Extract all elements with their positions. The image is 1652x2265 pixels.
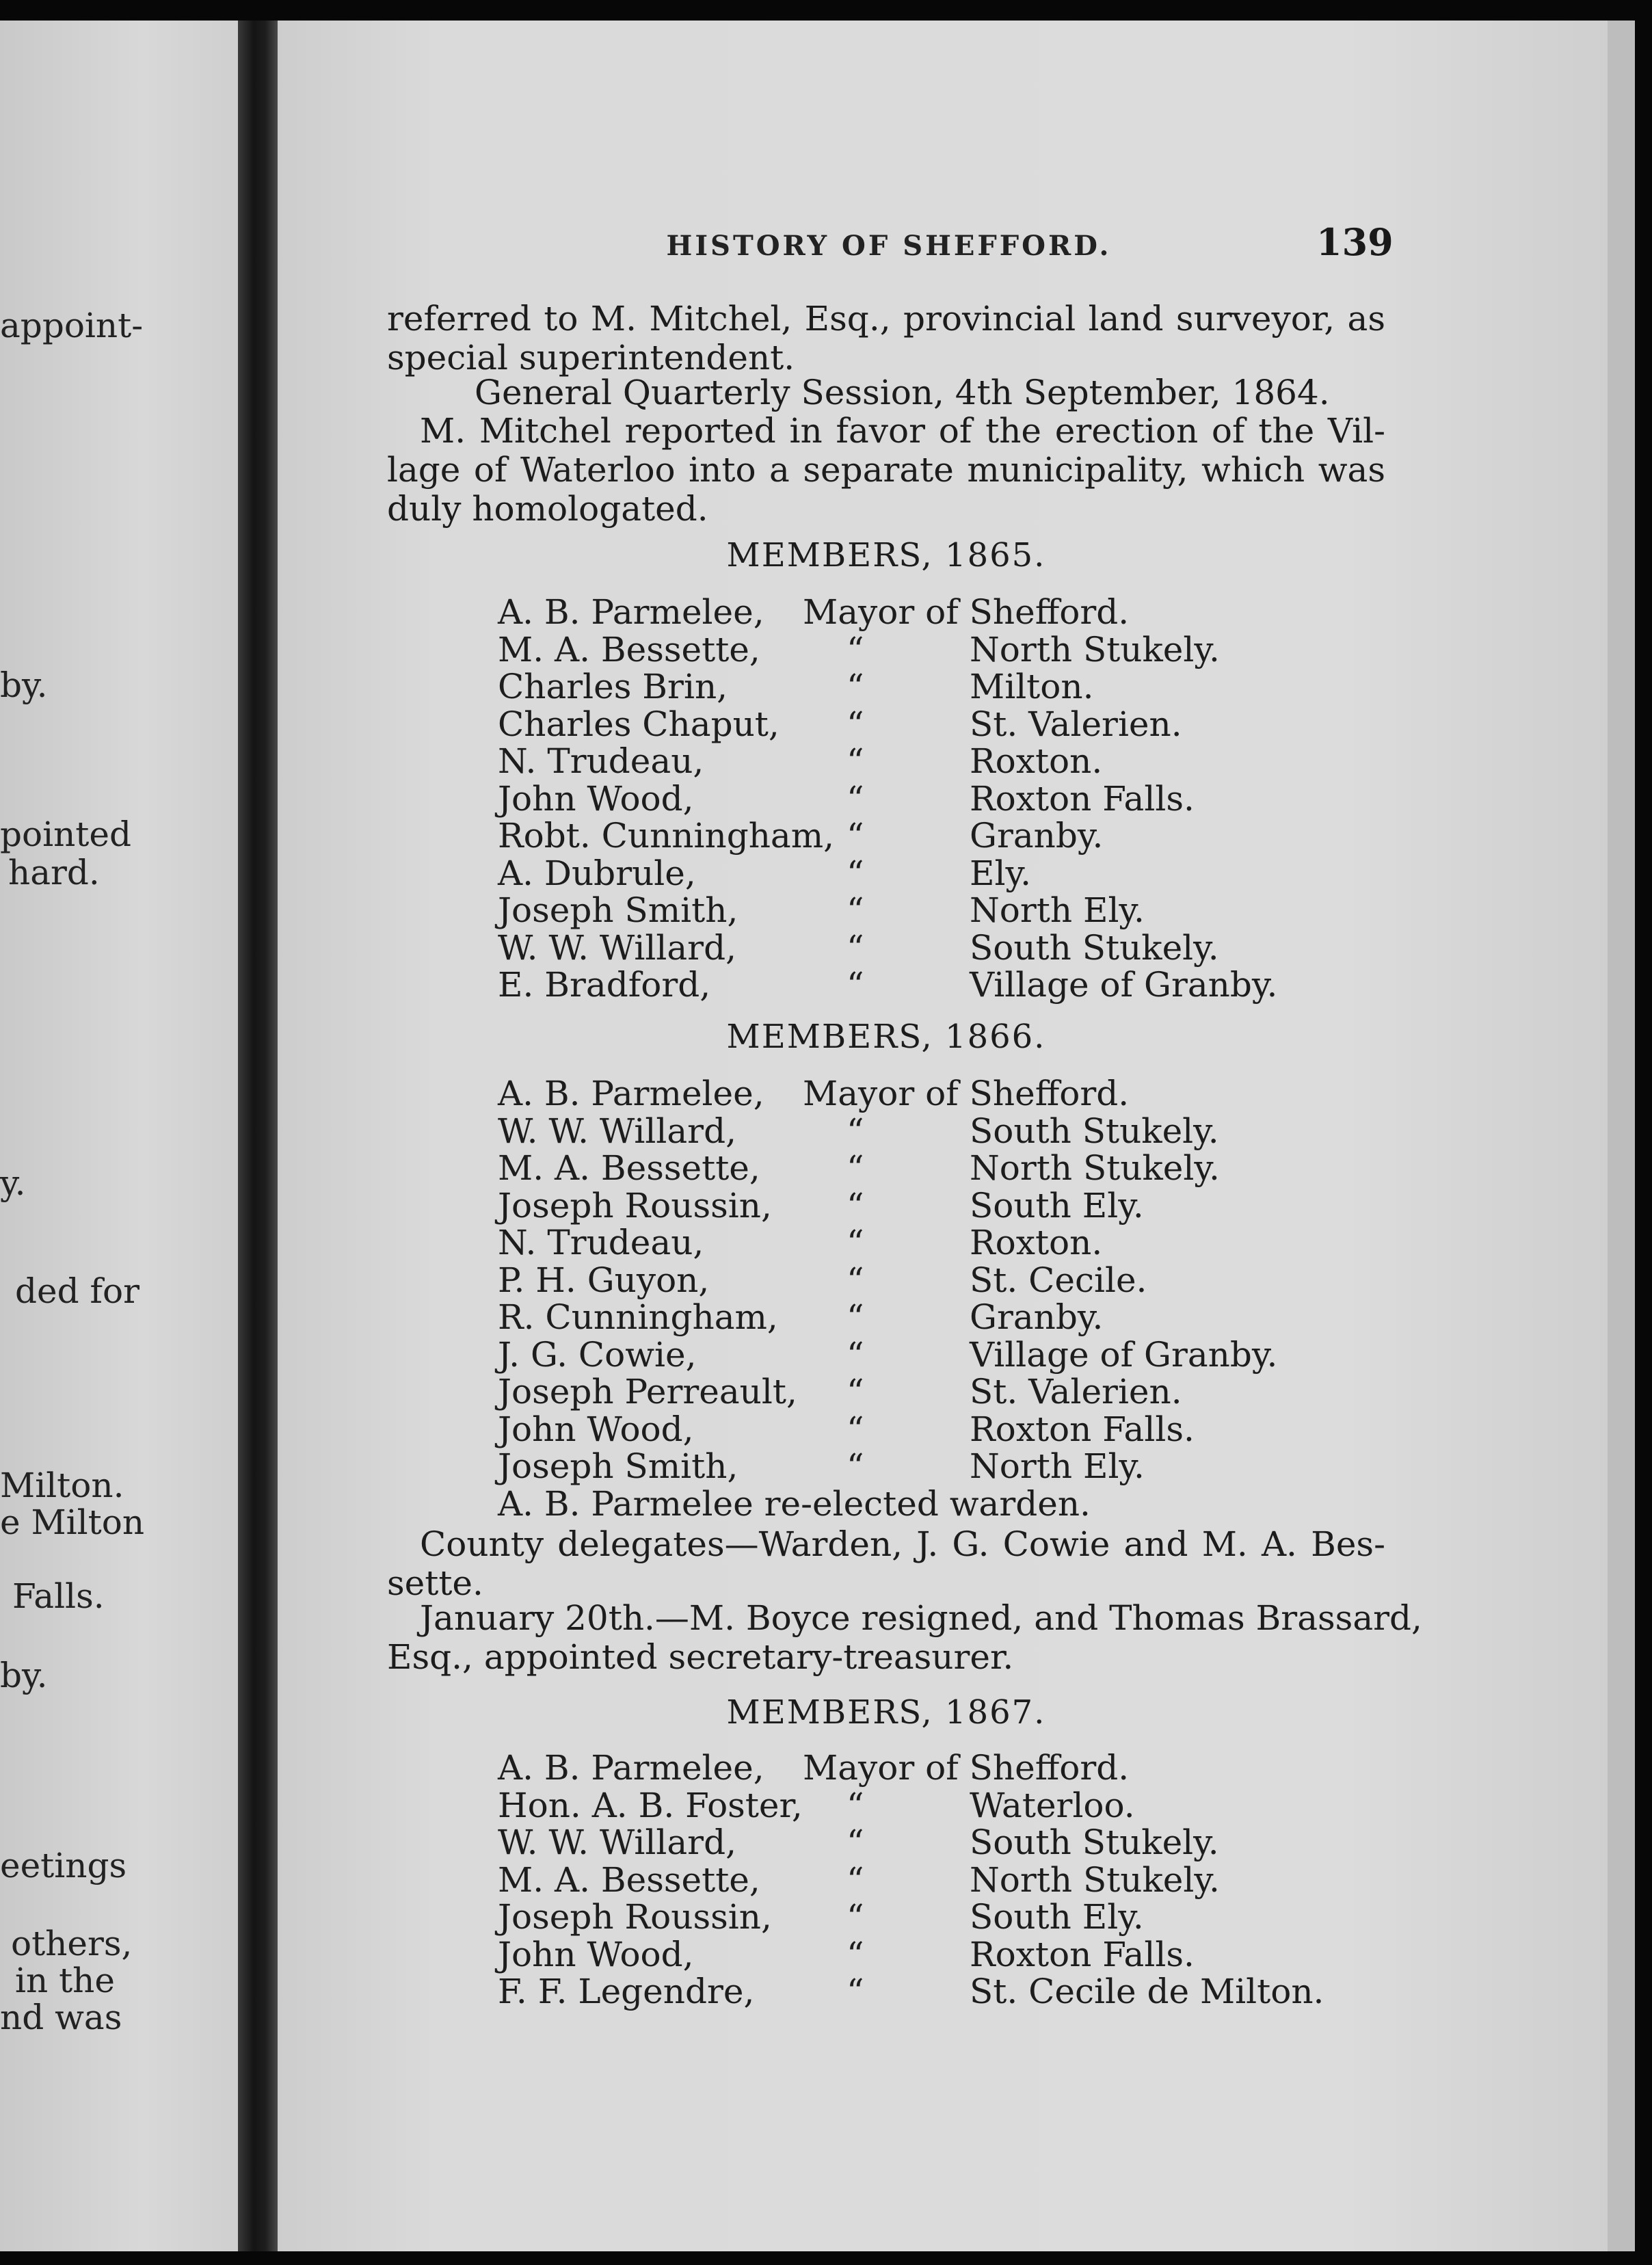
mayor-title: Mayor of Shefford. — [803, 592, 1130, 632]
text-line: sette. — [387, 1563, 483, 1603]
member-place: North Stukely. — [970, 1859, 1220, 1900]
ditto-mark: “ — [847, 1823, 864, 1862]
member-name: M. A. Bessette, — [498, 629, 760, 670]
text-line: duly homologated. — [387, 489, 708, 529]
member-name: W. W. Willard, — [498, 927, 736, 968]
left-fragment: e Milton — [0, 1502, 145, 1542]
member-place: Roxton Falls. — [970, 778, 1195, 819]
member-place: Ely. — [970, 853, 1031, 893]
text-line: Esq., appointed secretary-treasurer. — [387, 1637, 1014, 1677]
ditto-mark: “ — [847, 853, 864, 893]
member-name: R. Cunningham, — [498, 1297, 778, 1337]
member-place: Granby. — [970, 1297, 1104, 1337]
left-fragment: Milton. — [0, 1466, 124, 1505]
member-place: Village of Granby. — [970, 965, 1278, 1005]
text-line: M. Mitchel reported in favor of the erection of the Vil- — [420, 411, 1385, 451]
member-place: Milton. — [970, 667, 1094, 706]
ditto-mark: “ — [847, 890, 864, 930]
member-place: North Ely. — [970, 1446, 1145, 1486]
member-name: N. Trudeau, — [498, 741, 704, 781]
member-name: John Wood, — [498, 778, 694, 819]
member-name: John Wood, — [498, 1409, 694, 1449]
text-line: referred to M. Mitchel, Esq., provincial land surveyor, as — [387, 299, 1385, 339]
member-place: Roxton. — [970, 741, 1103, 781]
left-facing-page — [0, 21, 238, 2251]
left-fragment: nd was — [0, 1998, 122, 2037]
text-line: General Quarterly Session, 4th September, 1864. — [475, 373, 1330, 412]
ditto-mark: “ — [847, 1111, 864, 1151]
ditto-mark: “ — [847, 1785, 864, 1825]
left-fragment: others, — [11, 1924, 133, 1963]
left-fragment: appoint- — [0, 306, 144, 345]
intro-paragraph-1 — [387, 300, 1385, 378]
member-name: Joseph Roussin, — [498, 1897, 772, 1937]
left-fragment: Falls. — [12, 1576, 105, 1616]
left-fragment: pointed — [0, 814, 131, 854]
intro-paragraph-3 — [387, 412, 1385, 529]
member-place: St. Valerien. — [970, 704, 1182, 744]
member-name: J. G. Cowie, — [498, 1334, 697, 1375]
ditto-mark: “ — [847, 1372, 864, 1412]
member-place: St. Cecile de Milton. — [970, 1972, 1324, 2011]
member-place: South Stukely. — [970, 1111, 1219, 1151]
member-place: Roxton. — [970, 1223, 1103, 1262]
ditto-mark: “ — [847, 778, 864, 819]
member-place: North Stukely. — [970, 629, 1220, 670]
member-name: P. H. Guyon, — [498, 1260, 710, 1300]
member-place: Granby. — [970, 816, 1104, 856]
member-place: North Stukely. — [970, 1148, 1220, 1188]
note-text: A. B. Parmelee re-elected warden. — [498, 1483, 1091, 1524]
member-place: Roxton Falls. — [970, 1409, 1195, 1449]
member-name: M. A. Bessette, — [498, 1148, 760, 1188]
member-name: A. B. Parmelee, — [498, 592, 764, 632]
text-line: special superintendent. — [387, 338, 795, 378]
county-delegates-paragraph — [387, 1525, 1385, 1603]
member-name: Joseph Roussin, — [498, 1185, 772, 1226]
left-fragment: by. — [0, 1656, 48, 1695]
member-name: F. F. Legendre, — [498, 1972, 755, 2011]
member-name: Hon. A. B. Foster, — [498, 1785, 803, 1825]
text-line: January 20th.—M. Boyce resigned, and Thomas Brassard, — [420, 1598, 1422, 1638]
member-place: South Stukely. — [970, 1823, 1219, 1862]
ditto-mark: “ — [847, 1148, 864, 1188]
left-fragment: y. — [0, 1163, 26, 1203]
text-line: County delegates—Warden, J. G. Cowie and M. A. Bes- — [420, 1524, 1385, 1564]
section-heading: MEMBERS, 1866. — [726, 1018, 1046, 1056]
ditto-mark: “ — [847, 965, 864, 1005]
ditto-mark: “ — [847, 1185, 864, 1226]
text-line: lage of Waterloo into a separate municipality, which was — [387, 450, 1385, 490]
left-fragment: by. — [0, 665, 48, 705]
ditto-mark: “ — [847, 1934, 864, 1974]
ditto-mark: “ — [847, 816, 864, 856]
member-place: South Ely. — [970, 1897, 1144, 1937]
session-date — [475, 373, 1330, 412]
member-place: St. Valerien. — [970, 1372, 1182, 1412]
ditto-mark: “ — [847, 1260, 864, 1300]
member-name: E. Bradford, — [498, 965, 711, 1005]
page-edge — [1608, 21, 1635, 2251]
resignation-paragraph — [387, 1598, 1422, 1677]
ditto-mark: “ — [847, 667, 864, 706]
ditto-mark: “ — [847, 927, 864, 968]
ditto-mark: “ — [847, 704, 864, 744]
ditto-mark: “ — [847, 1897, 864, 1937]
member-name: Joseph Smith, — [498, 890, 738, 930]
member-name: Joseph Perreault, — [498, 1372, 797, 1412]
left-fragment: eetings — [0, 1846, 127, 1885]
mayor-title: Mayor of Shefford. — [803, 1748, 1130, 1788]
ditto-mark: “ — [847, 1409, 864, 1449]
book-spine — [238, 21, 278, 2251]
ditto-mark: “ — [847, 629, 864, 670]
section-heading: MEMBERS, 1867. — [726, 1693, 1046, 1732]
running-header: HISTORY OF SHEFFORD. — [666, 230, 1112, 262]
member-name: A. B. Parmelee, — [498, 1748, 764, 1788]
member-place: South Stukely. — [970, 927, 1219, 968]
section-heading: MEMBERS, 1865. — [726, 536, 1046, 574]
page-number: 139 — [1316, 220, 1394, 264]
member-name: W. W. Willard, — [498, 1823, 736, 1862]
member-name: A. Dubrule, — [498, 853, 696, 893]
member-place: Waterloo. — [970, 1785, 1135, 1825]
member-place: Roxton Falls. — [970, 1934, 1195, 1974]
member-name: Robt. Cunningham, — [498, 816, 835, 856]
member-name: W. W. Willard, — [498, 1111, 736, 1151]
left-fragment: in the — [15, 1961, 115, 2000]
left-fragment: ded for — [15, 1271, 140, 1311]
ditto-mark: “ — [847, 1223, 864, 1262]
member-place: St. Cecile. — [970, 1260, 1147, 1300]
member-place: South Ely. — [970, 1185, 1144, 1226]
member-name: Joseph Smith, — [498, 1446, 738, 1486]
ditto-mark: “ — [847, 1297, 864, 1337]
member-place: North Ely. — [970, 890, 1145, 930]
member-name: Charles Chaput, — [498, 704, 780, 744]
ditto-mark: “ — [847, 1972, 864, 2011]
left-fragment: hard. — [8, 853, 100, 892]
ditto-mark: “ — [847, 741, 864, 781]
member-name: M. A. Bessette, — [498, 1859, 760, 1900]
ditto-mark: “ — [847, 1859, 864, 1900]
member-name: A. B. Parmelee, — [498, 1074, 764, 1113]
member-name: Charles Brin, — [498, 667, 728, 706]
member-place: Village of Granby. — [970, 1334, 1278, 1375]
member-name: John Wood, — [498, 1934, 694, 1974]
ditto-mark: “ — [847, 1446, 864, 1486]
ditto-mark: “ — [847, 1334, 864, 1375]
mayor-title: Mayor of Shefford. — [803, 1074, 1130, 1113]
member-name: N. Trudeau, — [498, 1223, 704, 1262]
